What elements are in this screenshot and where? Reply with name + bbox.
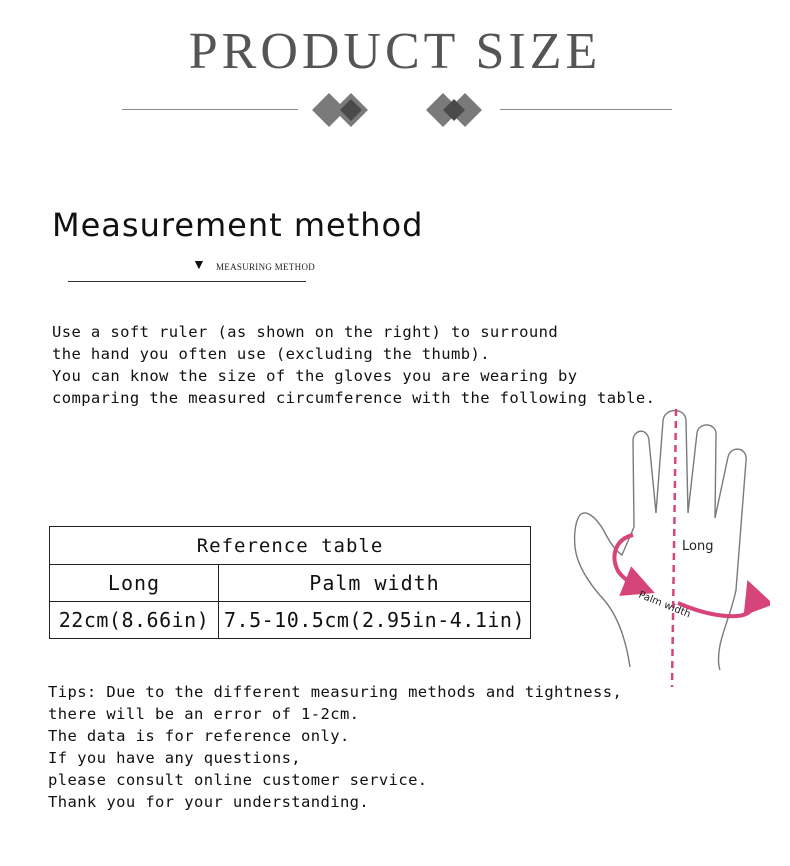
- hand-outline: [575, 411, 747, 671]
- instruction-line: comparing the measured circumference with the following table.: [52, 389, 656, 407]
- diamond-icon-right: [426, 93, 482, 127]
- subtitle-underline: [68, 281, 306, 282]
- cell-palm-width-value: 7.5-10.5cm(2.95in-4.1in): [219, 602, 531, 639]
- instruction-line: You can know the size of the gloves you are wearing by: [52, 367, 578, 385]
- triangle-down-icon: ▼: [192, 256, 206, 272]
- cell-long-value: 22cm(8.66in): [50, 602, 219, 639]
- hand-measurement-diagram: [560, 405, 770, 690]
- column-header-palm-width: Palm width: [219, 565, 531, 602]
- tips-line: there will be an error of 1-2cm.: [48, 705, 360, 723]
- reference-table: [49, 526, 531, 639]
- diamond-ornaments: [0, 88, 790, 132]
- column-header-long: Long: [50, 565, 219, 602]
- table-title-row: [50, 527, 531, 565]
- section-title: Measurement method: [52, 206, 424, 244]
- long-measure-line: [672, 409, 676, 687]
- page-title: PRODUCT SIZE: [188, 23, 602, 80]
- section-subtitle: MEASURING METHOD: [216, 262, 316, 272]
- table-row: [50, 602, 531, 639]
- long-label: Long: [682, 539, 714, 554]
- instruction-line: Use a soft ruler (as shown on the right) to surround: [52, 323, 559, 341]
- instruction-line: the hand you often use (excluding the thumb).: [52, 345, 490, 363]
- tips-line: please consult online customer service.: [48, 771, 428, 789]
- diamond-icon-left: [312, 93, 368, 127]
- table-header-row: [50, 565, 531, 602]
- table-title: Reference table: [50, 527, 531, 565]
- tips-line: If you have any questions,: [48, 749, 302, 767]
- tips-line: The data is for reference only.: [48, 727, 350, 745]
- tips-line: Thank you for your understanding.: [48, 793, 370, 811]
- palm-width-label: Palm width: [636, 589, 692, 621]
- tips-line: Tips: Due to the different measuring methods and tightness,: [48, 683, 623, 701]
